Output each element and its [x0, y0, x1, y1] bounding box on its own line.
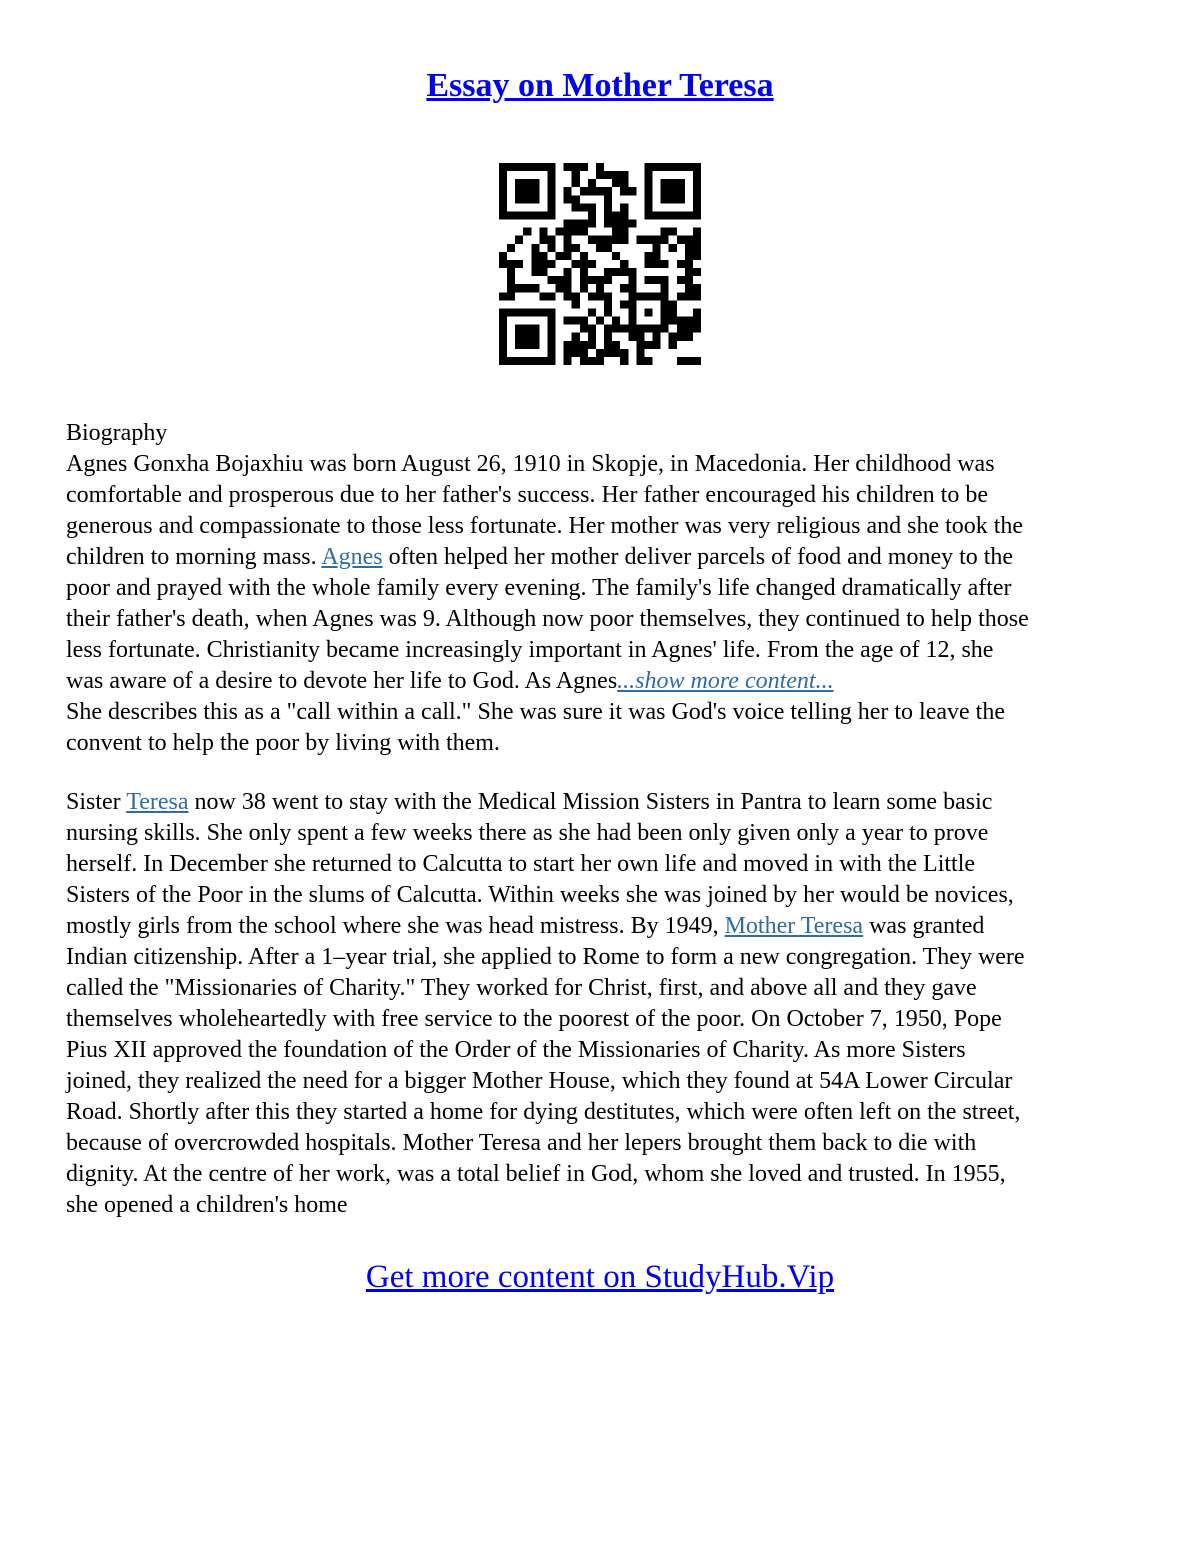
text-line: Agnes Gonxha Bojaxhiu was born August 26, 1910 in Skopje, in Macedonia. Her childhood was: [66, 451, 995, 477]
text-line: Road. Shortly after this they started a home for dying destitutes, which were often left on the street,: [66, 1099, 1021, 1125]
mother-teresa-link[interactable]: Mother Teresa: [724, 913, 864, 939]
text-fragment: was granted: [863, 913, 985, 939]
text-fragment: Sister: [66, 789, 127, 815]
text-line: convent to help the poor by living with them.: [66, 730, 500, 756]
text-line: themselves wholeheartedly with free service to the poorest of the poor. On October 7, 1950, Pope: [66, 1006, 1002, 1032]
text-line: less fortunate. Christianity became increasingly important in Agnes' life. From the age of 12, she: [66, 637, 994, 663]
footer: [0, 1256, 1200, 1298]
text-line: [66, 787, 1146, 818]
text-line: because of overcrowded hospitals. Mother Teresa and her lepers brought them back to die with: [66, 1130, 977, 1156]
text-line: Pius XII approved the foundation of the Order of the Missionaries of Charity. As more Sisters: [66, 1037, 966, 1063]
text-fragment: mostly girls from the school where she was head mistress. By 1949,: [66, 913, 725, 939]
text-line: generous and compassionate to those less fortunate. Her mother was very religious and she took the: [66, 513, 1024, 539]
text-line: [66, 666, 1146, 697]
text-fragment: now 38 went to stay with the Medical Mission Sisters in Pantra to learn some basic: [188, 789, 993, 815]
text-line: Sisters of the Poor in the slums of Calcutta. Within weeks she was joined by her would be novices,: [66, 882, 1014, 908]
text-line: [66, 542, 1146, 573]
text-fragment: was aware of a desire to devote her life to God. As Agnes: [66, 668, 618, 694]
title-link[interactable]: Essay on Mother Teresa: [426, 67, 774, 104]
text-line: herself. In December she returned to Calcutta to start her own life and moved in with the Little: [66, 851, 976, 877]
text-line: poor and prayed with the whole family every evening. The family's life changed dramatically after: [66, 575, 1012, 601]
show-more-content-link[interactable]: ...show more content...: [617, 668, 834, 694]
page-title: [0, 64, 1200, 108]
essay-body: [66, 418, 1146, 1221]
section-heading: Biography: [66, 420, 168, 446]
qr-code-icon: [499, 163, 701, 365]
text-line: nursing skills. She only spent a few weeks there as she had been only given only a year to prove: [66, 820, 989, 846]
agnes-link[interactable]: Agnes: [321, 544, 383, 570]
text-line: [66, 911, 1146, 942]
get-more-content-link[interactable]: Get more content on StudyHub.Vip: [365, 1259, 835, 1295]
text-line: their father's death, when Agnes was 9. Although now poor themselves, they continued to help those: [66, 606, 1029, 632]
text-line: Indian citizenship. After a 1–year trial, she applied to Rome to form a new congregation. They were: [66, 944, 1025, 970]
text-line: joined, they realized the need for a bigger Mother House, which they found at 54A Lower Circular: [66, 1068, 1013, 1094]
text-line: She describes this as a "call within a call." She was sure it was God's voice telling her to leave the: [66, 699, 1005, 725]
paragraph-gap: [66, 759, 1146, 787]
text-line: she opened a children's home: [66, 1192, 348, 1218]
text-line: comfortable and prosperous due to her father's success. Her father encouraged his children to be: [66, 482, 988, 508]
text-fragment: children to morning mass.: [66, 544, 322, 570]
text-fragment: often helped her mother deliver parcels of food and money to the: [382, 544, 1014, 570]
text-line: dignity. At the centre of her work, was a total belief in God, whom she loved and trusted. In 1955,: [66, 1161, 1006, 1187]
text-line: called the "Missionaries of Charity." They worked for Christ, first, and above all and they gave: [66, 975, 977, 1001]
teresa-link[interactable]: Teresa: [126, 789, 189, 815]
